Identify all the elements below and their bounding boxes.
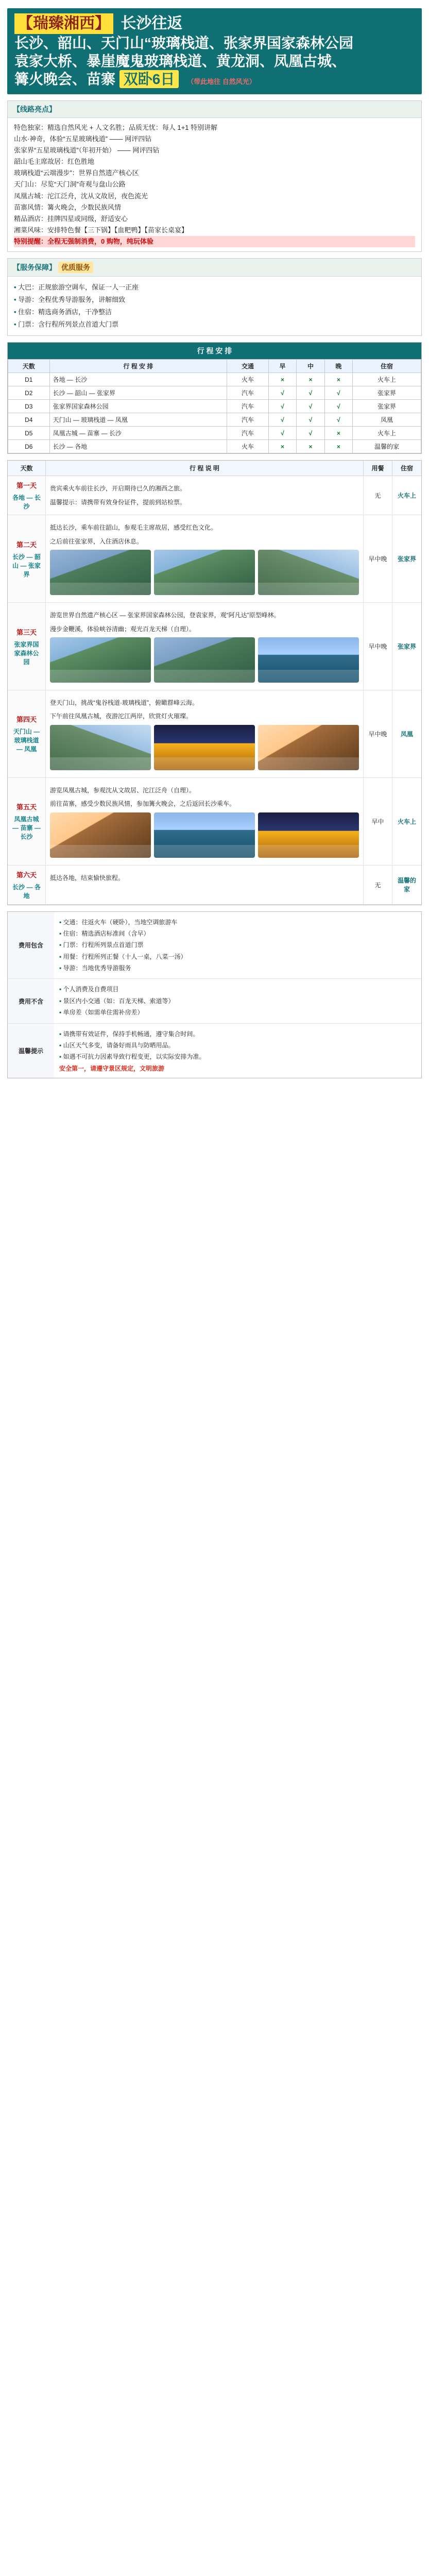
cell-day: D5: [8, 427, 50, 440]
day-col: [8, 476, 46, 515]
day-paragraph: 前往苗寨，感受少数民族风情，参加篝火晚会，之后返回长沙乘车。: [50, 800, 236, 808]
tips-list: [59, 1029, 416, 1062]
cell-dinner: √: [324, 400, 352, 413]
day-plan: [46, 866, 364, 905]
inclusion-item: • 住宿：精选酒店标准间（含早）: [59, 928, 416, 939]
cell-day: D1: [8, 373, 50, 386]
title-line3: 袁家大桥、暴崖魔鬼玻璃栈道、黄龙洞、凤凰古城、: [14, 53, 347, 69]
table-row: [8, 427, 421, 440]
inclusion-row: [8, 912, 421, 979]
day-meal: 无: [364, 476, 392, 515]
day-plan: [46, 603, 364, 690]
col-breakfast: 早: [268, 360, 296, 373]
day-col: [8, 866, 46, 905]
cell-breakfast: √: [268, 427, 296, 440]
inclusion-item: • 导游：当地优秀导游服务: [59, 963, 416, 973]
photo-cliff: [258, 550, 359, 595]
col-lunch: 中: [297, 360, 324, 373]
highlight-line: 玻璃栈道“云端漫步”：世界自然遗产核心区: [14, 169, 139, 177]
highlight-line: 精品酒店：挂牌四星或同级，舒适安心: [14, 214, 128, 223]
tips-row: [8, 1024, 421, 1078]
exclusion-content: [54, 979, 421, 1023]
tip-item: • 山区天气多变，请备好雨具与防晒用品。: [59, 1040, 416, 1050]
cell-breakfast: √: [268, 400, 296, 413]
service-list: [14, 282, 415, 330]
cell-plan: 凤凰古城 — 苗寨 — 长沙: [49, 427, 227, 440]
photo-river: [258, 637, 359, 683]
cell-day: D6: [8, 440, 50, 453]
cell-plan: 天门山 — 玻璃栈道 — 凤凰: [49, 413, 227, 427]
service-item: • 门票：含行程所列景点首道大门票: [14, 319, 415, 330]
exclusion-label: 费用不含: [8, 979, 54, 1023]
itinerary-day: [8, 603, 421, 690]
cell-dinner: ×: [324, 373, 352, 386]
quick-table-title: 行 程 安 排: [8, 343, 421, 359]
day-paragraph: 漫步金鞭溪，体验峡谷清幽；观光百龙天梯（自理）。: [50, 625, 196, 633]
notes-section: [7, 911, 422, 1079]
itinerary-day: [8, 515, 421, 603]
photo-town: [50, 812, 151, 858]
cell-traffic: 汽车: [227, 386, 269, 400]
cell-stay: 张家界: [353, 400, 421, 413]
highlight-line: 张家界“五星玻璃栈道”（年初开始） —— 网评四钻: [14, 146, 160, 155]
day-col: [8, 515, 46, 603]
cell-lunch: √: [297, 427, 324, 440]
itinerary-section: [7, 460, 422, 905]
highlight-line: 山水·神奇，体验“五星玻璃栈道” —— 网评四钻: [14, 135, 152, 143]
col-traffic: 交通: [227, 360, 269, 373]
col-plan: 行 程 安 排: [49, 360, 227, 373]
table-row: [8, 386, 421, 400]
service-body: [8, 277, 421, 335]
day-route: 各地 — 长沙: [12, 494, 41, 511]
highlight-line: 特色独家：精选自然风光 + 人文名胜；品质无忧：每人 1+1 特别讲解: [14, 124, 218, 131]
cell-lunch: √: [297, 386, 324, 400]
day-title: 第四天: [16, 716, 37, 724]
photo-night: [258, 812, 359, 858]
day-paragraph: 温馨提示：请携带有效身份证件，提前到站检票。: [50, 498, 186, 506]
inclusion-item: • 用餐：行程所列正餐（十人一桌，八菜一汤）: [59, 952, 416, 962]
day-stay: 凤凰: [392, 690, 421, 778]
cell-breakfast: √: [268, 413, 296, 427]
tip-item: • 如遇不可抗力因素导致行程变更，以实际安排为准。: [59, 1052, 416, 1062]
cell-dinner: √: [324, 413, 352, 427]
day-plan: [46, 515, 364, 603]
exclusion-item: • 景区内小交通（如：百龙天梯、索道等）: [59, 996, 416, 1006]
iti-col-stay: 住宿: [392, 461, 421, 476]
day-col: [8, 778, 46, 866]
cell-breakfast: ×: [268, 373, 296, 386]
highlight-line: 湘菜风味：安排特色餐【三下锅】【血粑鸭】【苗家长桌宴】: [14, 226, 188, 234]
title-line4-text: 篝火晚会、苗寨: [14, 71, 116, 87]
day-paragraph: 之后前往张家界，入住酒店休息。: [50, 537, 143, 545]
tip-item: • 请携带有效证件，保持手机畅通，遵守集合时间。: [59, 1029, 416, 1039]
day-meal: 早中晚: [364, 603, 392, 690]
day-meal: 无: [364, 866, 392, 905]
day-paragraph: 游览凤凰古城，参观沈从文故居、沱江泛舟（自理）。: [50, 786, 196, 794]
iti-col-day: 天数: [8, 461, 46, 476]
title-line4: [14, 70, 415, 88]
nights-badge: 双卧6日: [119, 70, 179, 88]
day-paragraph: 下午前往凤凰古城，夜游沱江两岸，欣赏灯火璀璨。: [50, 713, 193, 720]
cell-lunch: √: [297, 400, 324, 413]
cell-dinner: ×: [324, 427, 352, 440]
highlight-line: 韶山毛主席故居：红色胜地: [14, 158, 95, 166]
day-title: 第六天: [16, 871, 37, 879]
exclusion-item: • 单房差（如需单住需补房差）: [59, 1007, 416, 1018]
cell-day: D2: [8, 386, 50, 400]
quick-table-grid: [8, 359, 421, 453]
day-meal: 早中晚: [364, 690, 392, 778]
day-image-row: [50, 550, 359, 595]
nights-subnote: （带此地往 自然风光）: [187, 78, 256, 86]
col-day: 天数: [8, 360, 50, 373]
day-title: 第五天: [16, 803, 37, 811]
cell-stay: 火车上: [353, 427, 421, 440]
service-title: [8, 259, 421, 277]
highlights-body: [8, 118, 421, 251]
title-text-1: 长沙往返: [121, 15, 183, 32]
day-route: 凤凰古城 — 苗寨 — 长沙: [12, 816, 41, 841]
exclusion-list: [59, 984, 416, 1018]
cell-stay: 温馨的家: [353, 440, 421, 453]
title-line2: 长沙、韶山、天门山“玻璃栈道、张家界国家森林公园: [14, 35, 354, 51]
cell-stay: 火车上: [353, 373, 421, 386]
photo-river: [154, 812, 255, 858]
tips-special: 安全第一，请遵守景区规定，文明旅游: [59, 1064, 165, 1072]
cell-dinner: ×: [324, 440, 352, 453]
photo-mountain: [154, 637, 255, 683]
itinerary-day: [8, 476, 421, 515]
service-item: • 导游：全程优秀导游服务，讲解细致: [14, 294, 415, 306]
day-title: 第三天: [16, 628, 37, 636]
service-section: [7, 258, 422, 336]
cell-plan: 长沙 — 韶山 — 张家界: [49, 386, 227, 400]
highlight-special: 特别提醒：全程无强制消费，0 购物，纯玩体验: [14, 236, 415, 247]
highlights-title: 【线路亮点】: [8, 101, 421, 118]
table-row: [8, 440, 421, 453]
highlight-line: 苗寨风情：篝火晚会，少数民族风情: [14, 203, 122, 211]
cell-plan: 各地 — 长沙: [49, 373, 227, 386]
photo-forest: [50, 637, 151, 683]
day-route: 天门山 — 玻璃栈道 — 凤凰: [13, 728, 40, 753]
highlight-line: 天门山：尽览“天门洞”奇观与盘山公路: [14, 180, 126, 189]
cell-traffic: 汽车: [227, 427, 269, 440]
photo-town: [258, 725, 359, 770]
day-paragraph: 抵达各地，结束愉快旅程。: [50, 874, 125, 882]
day-plan: [46, 476, 364, 515]
day-col: [8, 690, 46, 778]
cell-stay: 凤凰: [353, 413, 421, 427]
day-route: 长沙 — 韶山 — 张家界: [12, 553, 41, 578]
cell-dinner: √: [324, 386, 352, 400]
brand-tag: 【瑞臻湘西】: [14, 13, 113, 34]
itinerary-day: [8, 866, 421, 905]
service-badge: 优质服务: [58, 262, 93, 273]
cell-plan: 张家界国家森林公园: [49, 400, 227, 413]
cell-traffic: 火车: [227, 373, 269, 386]
service-item: • 大巴：正规旅游空调车，保证一人一正座: [14, 282, 415, 293]
day-route: 长沙 — 各地: [12, 883, 41, 900]
day-image-row: [50, 812, 359, 858]
service-title-text: 【服务保障】: [13, 263, 56, 272]
highlight-line: 凤凰古城：沱江泛舟，沈从文故居，夜色流光: [14, 192, 148, 200]
day-plan: [46, 690, 364, 778]
col-dinner: 晚: [324, 360, 352, 373]
cell-lunch: ×: [297, 440, 324, 453]
photo-forest: [154, 550, 255, 595]
day-image-row: [50, 725, 359, 770]
inclusion-item: • 交通：往返火车（硬卧），当地空调旅游车: [59, 917, 416, 927]
cell-plan: 长沙 — 各地: [49, 440, 227, 453]
cell-lunch: ×: [297, 373, 324, 386]
quick-table: [7, 342, 422, 454]
table-row: [8, 413, 421, 427]
itinerary-header: [8, 461, 421, 476]
itinerary-day: [8, 690, 421, 778]
exclusion-item: • 个人消费及自费项目: [59, 984, 416, 994]
inclusion-content: [54, 912, 421, 979]
day-stay: 火车上: [392, 778, 421, 866]
iti-col-meal: 用餐: [364, 461, 392, 476]
table-row: [8, 373, 421, 386]
day-plan: [46, 778, 364, 866]
cell-day: D3: [8, 400, 50, 413]
exclusion-row: [8, 979, 421, 1023]
photo-night: [154, 725, 255, 770]
cell-stay: 张家界: [353, 386, 421, 400]
day-paragraph: 游览世界自然遗产核心区 — 张家界国家森林公园，登袁家界，观“阿凡达”原型峰林。: [50, 612, 280, 619]
inclusion-list: [59, 917, 416, 974]
cell-breakfast: √: [268, 386, 296, 400]
day-meal: 早中晚: [364, 515, 392, 603]
day-stay: 温馨的家: [392, 866, 421, 905]
title-line1: [14, 13, 415, 34]
day-stay: 张家界: [392, 603, 421, 690]
photo-cliff: [50, 725, 151, 770]
day-stay: 火车上: [392, 476, 421, 515]
day-route: 张家界国家森林公园: [14, 640, 39, 666]
cell-traffic: 火车: [227, 440, 269, 453]
cell-traffic: 汽车: [227, 400, 269, 413]
cell-lunch: √: [297, 413, 324, 427]
inclusion-label: 费用包含: [8, 912, 54, 979]
page-root: [0, 0, 429, 1087]
photo-mountain: [50, 550, 151, 595]
day-title: 第二天: [16, 540, 37, 549]
tips-content: [54, 1024, 421, 1078]
tips-label: 温馨提示: [8, 1024, 54, 1078]
day-stay: 张家界: [392, 515, 421, 603]
service-item: • 住宿：精选商务酒店，干净整洁: [14, 307, 415, 318]
cell-day: D4: [8, 413, 50, 427]
itinerary-day: [8, 778, 421, 866]
col-stay: 住宿: [353, 360, 421, 373]
title-block: [7, 8, 422, 94]
inclusion-item: • 门票：行程所列景点首道门票: [59, 940, 416, 950]
day-paragraph: 贵宾乘火车前往长沙，开启期待已久的湘西之旅。: [50, 485, 186, 493]
day-meal: 早中: [364, 778, 392, 866]
cell-traffic: 汽车: [227, 413, 269, 427]
cell-breakfast: ×: [268, 440, 296, 453]
day-paragraph: 登天门山，挑战“鬼谷栈道·玻璃栈道”，俯瞰群峰云海。: [50, 699, 198, 706]
highlights-section: [7, 100, 422, 252]
day-title: 第一天: [16, 482, 37, 490]
table-row: [8, 400, 421, 413]
day-image-row: [50, 637, 359, 683]
iti-col-desc: 行 程 说 明: [46, 461, 364, 476]
day-paragraph: 抵达长沙，乘车前往韶山，参观毛主席故居，感受红色文化。: [50, 524, 217, 532]
day-col: [8, 603, 46, 690]
